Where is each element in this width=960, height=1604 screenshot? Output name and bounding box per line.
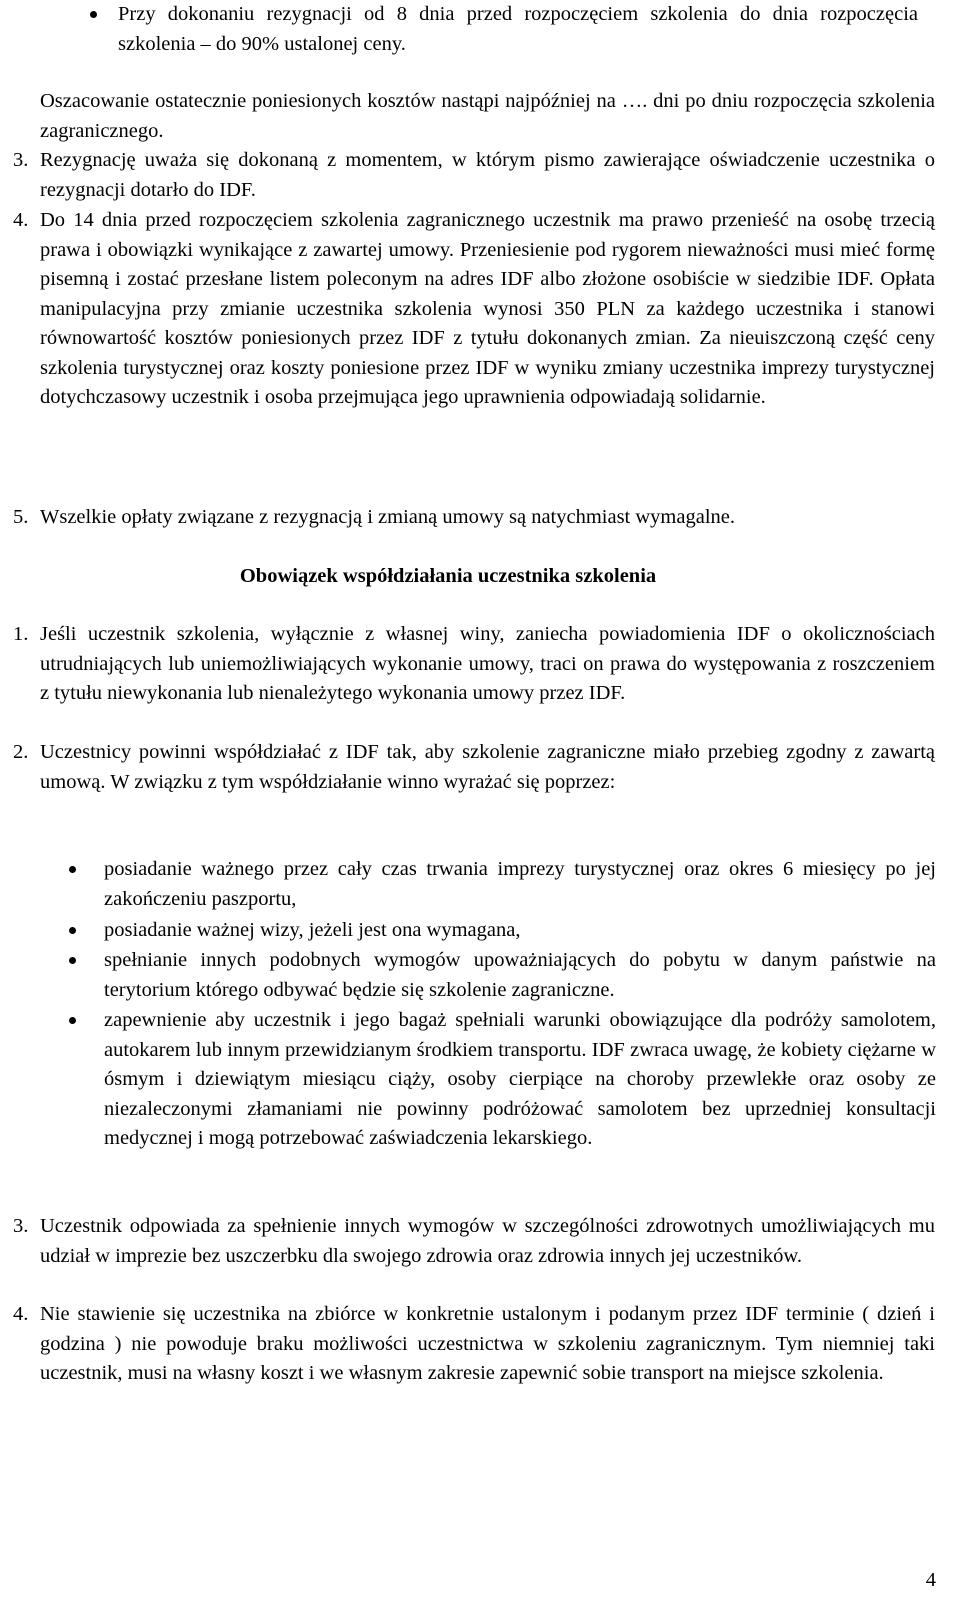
bullet-icon bbox=[69, 1017, 76, 1024]
bullet-icon bbox=[90, 11, 97, 18]
item-text: Rezygnację uważa się dokonaną z momentem, w którym pismo zawierające oświadczenie uczestnika o rezygnacji dotarło do IDF. bbox=[40, 149, 935, 201]
item-number: 2. bbox=[13, 741, 29, 763]
bullet-item: posiadanie ważnej wizy, jeżeli jest ona wymagana, bbox=[104, 919, 521, 941]
item-number: 3. bbox=[13, 1215, 29, 1237]
section-heading: Obowiązek współdziałania uczestnika szkolenia bbox=[239, 565, 657, 587]
numbered-item-3 bbox=[13, 146, 935, 205]
bullet-icon bbox=[69, 866, 76, 873]
bullet-text: Przy dokonaniu rezygnacji od 8 dnia przed rozpoczęciem szkolenia do dnia rozpoczęcia szkolenia – do 90% ustalonej ceny. bbox=[118, 3, 918, 55]
item-number: 4. bbox=[13, 1303, 29, 1325]
numbered-item-4 bbox=[13, 206, 935, 413]
item-number: 1. bbox=[13, 623, 29, 645]
estimate-paragraph: Oszacowanie ostatecznie poniesionych kosztów nastąpi najpóźniej na …. dni po dniu rozpoczęcia szkolenia zagranicznego. bbox=[40, 90, 935, 142]
numbered-item-1 bbox=[13, 620, 935, 709]
item-number: 4. bbox=[13, 209, 29, 231]
bullet-item: posiadanie ważnego przez cały czas trwania imprezy turystycznej oraz okres 6 miesięcy po jej zakończeniu paszportu, bbox=[104, 858, 936, 910]
item-number: 3. bbox=[13, 149, 29, 171]
item-text: Uczestnik odpowiada za spełnienie innych wymogów w szczególności zdrowotnych umożliwiających mu udział w imprezie bez uszczerbku dla swojego zdrowia oraz zdrowia innych jej uczestników. bbox=[40, 1215, 935, 1267]
bullet-icon bbox=[69, 957, 76, 964]
page-number: 4 bbox=[925, 1569, 936, 1591]
bullet-item: spełnianie innych podobnych wymogów upoważniających do pobytu w danym państwie na terytorium którego odbywać będzie się szkolenie zagraniczne. bbox=[104, 949, 936, 1001]
bullet-item: zapewnienie aby uczestnik i jego bagaż spełniali warunki obowiązujące dla podróży samolotem, autokarem lub innym przewidzianym środkiem transportu. IDF zwraca uwagę, że kobiety ciężarne w ósmym i dziewiątym miesiącu ciąży, osoby cierpiące na choroby przewlekłe oraz osoby ze niezaleczonymi złamaniami nie powinny podróżować samolotem bez uprzedniej konsultacji medycznej i mogą potrzebować zaświadczenia lekarskiego. bbox=[104, 1009, 936, 1149]
numbered-item-5 bbox=[13, 503, 935, 533]
bullet-icon bbox=[69, 927, 76, 934]
numbered-item-3b bbox=[13, 1212, 935, 1271]
item-text: Jeśli uczestnik szkolenia, wyłącznie z własnej winy, zaniecha powiadomienia IDF o okolicznościach utrudniających lub uniemożliwiających wykonanie umowy, traci on prawa do występowania z roszczeniem z tytułu niewykonania lub nienależytego wykonania umowy przez IDF. bbox=[40, 623, 935, 704]
item-text: Do 14 dnia przed rozpoczęciem szkolenia zagranicznego uczestnik ma prawo przenieść na osobę trzecią prawa i obowiązki wynikające z zawartej umowy. Przeniesienie pod rygorem nieważności musi mieć formę pisemną i zostać przesłane listem poleconym na adres IDF albo złożone osobiście w siedzibie IDF. Opłata manipulacyjna przy zmianie uczestnika szkolenia wynosi 350 PLN za każdego uczestnika i stanowi równowartość kosztów poniesionych przez IDF z tytułu dokonanych zmian. Za nieuiszczoną część ceny szkolenia turystycznej oraz koszty poniesione przez IDF w wyniku zmiany uczestnika imprezy turystycznej dotychczasowy uczestnik i osoba przejmująca jego uprawnienia odpowiadają solidarnie. bbox=[40, 209, 935, 408]
numbered-item-4b bbox=[13, 1300, 935, 1389]
numbered-item-2 bbox=[13, 738, 935, 797]
item-text: Nie stawienie się uczestnika na zbiórce w konkretnie ustalonym i podanym przez IDF terminie ( dzień i godzina ) nie powoduje braku możliwości uczestnictwa w szkoleniu zagranicznym. Tym niemniej taki uczestnik, musi na własny koszt i we własnym zakresie zapewnić sobie transport na miejsce szkolenia. bbox=[40, 1303, 935, 1384]
item-text: Wszelkie opłaty związane z rezygnacją i zmianą umowy są natychmiast wymagalne. bbox=[40, 506, 735, 528]
item-number: 5. bbox=[13, 506, 29, 528]
item-text: Uczestnicy powinni współdziałać z IDF tak, aby szkolenie zagraniczne miało przebieg zgodny z zawartą umową. W związku z tym współdziałanie winno wyrażać się poprzez: bbox=[40, 741, 935, 793]
